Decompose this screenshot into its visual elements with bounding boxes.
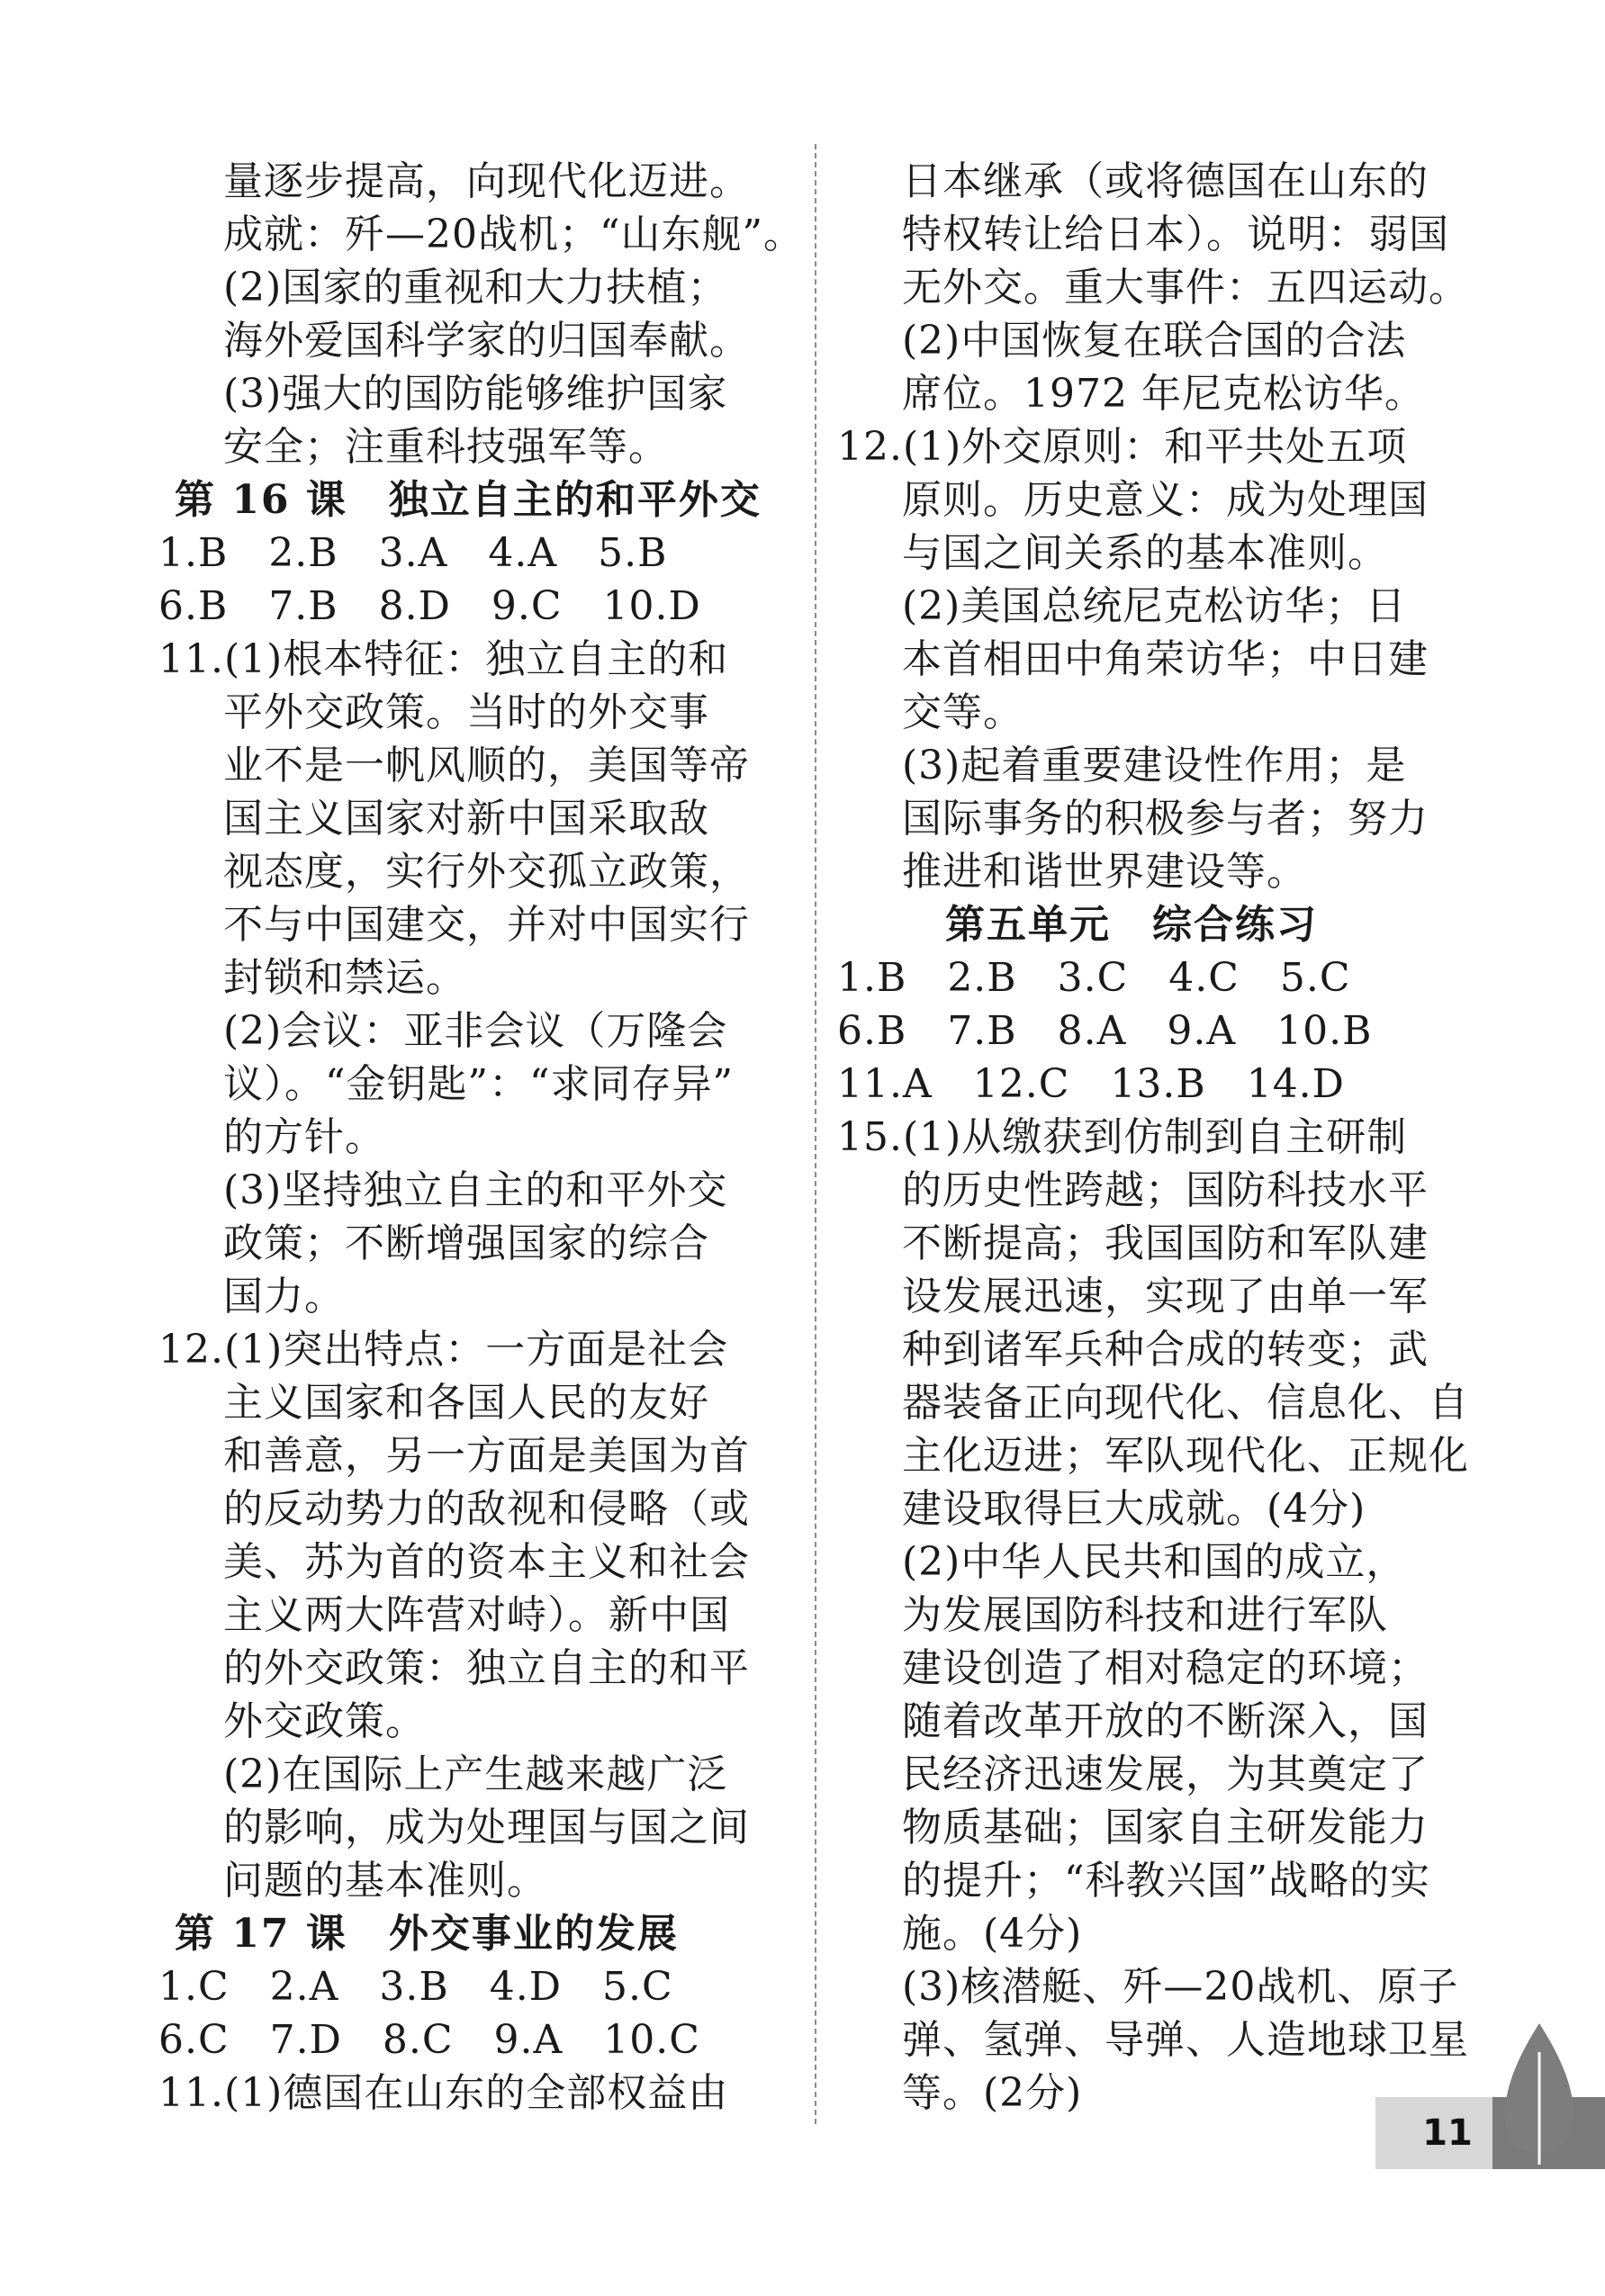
text-line: 成就：歼—20战机；“山东舰”。 — [223, 212, 804, 257]
text-line: 不断提高；我国国防和军队建 — [902, 1220, 1429, 1266]
text-line: 随着改革开放的不断深入，国 — [902, 1698, 1429, 1744]
text-line: 国际事务的积极参与者；努力 — [902, 796, 1429, 842]
text-line: 器装备正向现代化、信息化、自 — [902, 1380, 1469, 1426]
text-line: 国力。 — [223, 1274, 345, 1319]
text-line: 议）。“金钥匙”：“求同存异” — [223, 1061, 734, 1107]
text-line: 外交政策。 — [223, 1698, 426, 1744]
text-line: 12.(1)突出特点：一方面是社会 — [158, 1327, 729, 1373]
text-line: (2)会议：亚非会议（万隆会 — [223, 1008, 728, 1054]
text-line: 的提升；“科教兴国”战略的实 — [902, 1858, 1430, 1904]
text-line: 6.B 7.B 8.D 9.C 10.D — [158, 583, 701, 629]
text-line: 和善意，另一方面是美国为首 — [223, 1433, 750, 1479]
text-line: (2)在国际上产生越来越广泛 — [223, 1751, 728, 1797]
text-line: 本首相田中角荣访华；中日建 — [902, 636, 1429, 682]
right-column — [837, 155, 1467, 2120]
text-line: 问题的基本准则。 — [223, 1858, 547, 1904]
text-line: 为发展国防科技和进行军队 — [902, 1592, 1388, 1638]
text-line: 等。(2分) — [902, 2070, 1083, 2116]
text-line: 席位。1972 年尼克松访华。 — [902, 371, 1425, 417]
text-line: 的历史性跨越；国防科技水平 — [902, 1167, 1429, 1213]
text-line: (3)核潜艇、歼—20战机、原子 — [902, 1964, 1459, 2010]
text-line: 无外交。重大事件：五四运动。 — [902, 265, 1469, 311]
text-line: 物质基础；国家自主研发能力 — [902, 1805, 1429, 1850]
section-heading: 第 16 课 独立自主的和平外交 — [175, 477, 762, 523]
text-line: 政策；不断增强国家的综合 — [223, 1220, 709, 1266]
text-line: 民经济迅速发展，为其奠定了 — [902, 1751, 1429, 1797]
text-line: 的影响，成为处理国与国之间 — [223, 1805, 750, 1850]
text-line: (3)坚持独立自主的和平外交 — [223, 1167, 728, 1213]
text-line: 的反动势力的敌视和侵略（或 — [223, 1486, 750, 1532]
text-line: 设发展迅速，实现了由单一军 — [902, 1274, 1429, 1319]
text-line: 11.A 12.C 13.B 14.D — [837, 1061, 1345, 1107]
text-line: 的方针。 — [223, 1114, 385, 1160]
text-line: 种到诸军兵种合成的转变；武 — [902, 1327, 1429, 1373]
text-line: 国主义国家对新中国采取敌 — [223, 796, 709, 842]
text-line: 交等。 — [902, 689, 1023, 735]
text-line: 不与中国建交，并对中国实行 — [223, 902, 750, 948]
text-line: 主义国家和各国人民的友好 — [223, 1380, 709, 1426]
text-line: 与国之间关系的基本准则。 — [902, 530, 1388, 576]
text-line: 日本继承（或将德国在山东的 — [902, 158, 1429, 204]
text-line: (2)中国恢复在联合国的合法 — [902, 318, 1407, 364]
text-line: 安全；注重科技强军等。 — [223, 424, 669, 470]
text-line: 业不是一帆风顺的，美国等帝 — [223, 743, 750, 788]
text-line: 建设取得巨大成就。(4分) — [902, 1486, 1366, 1532]
text-line: 6.B 7.B 8.A 9.A 10.B — [837, 1008, 1373, 1054]
text-line: 平外交政策。当时的外交事 — [223, 689, 709, 735]
text-line: (3)起着重要建设性作用；是 — [902, 743, 1407, 788]
text-line: 海外爱国科学家的归国奉献。 — [223, 318, 750, 364]
text-line: 6.C 7.D 8.C 9.A 10.C — [158, 2017, 700, 2063]
text-line: (2)国家的重视和大力扶植； — [223, 265, 728, 311]
text-line: 12.(1)外交原则：和平共处五项 — [837, 424, 1408, 470]
section-heading: 第五单元 综合练习 — [945, 902, 1318, 948]
leaf-icon — [1494, 2016, 1584, 2169]
text-line: 建设创造了相对稳定的环境； — [902, 1645, 1429, 1691]
text-line: 15.(1)从缴获到仿制到自主研制 — [837, 1114, 1408, 1160]
text-line: 封锁和禁运。 — [223, 955, 466, 1001]
text-line: 推进和谐世界建设等。 — [902, 849, 1307, 895]
text-line: 1.B 2.B 3.A 4.A 5.B — [158, 530, 668, 576]
text-line: (3)强大的国防能够维护国家 — [223, 371, 728, 417]
text-line: 美、苏为首的资本主义和社会 — [223, 1539, 750, 1585]
text-line: (2)美国总统尼克松访华；日 — [902, 583, 1407, 629]
text-line: (2)中华人民共和国的成立， — [902, 1539, 1407, 1585]
text-line: 施。(4分) — [902, 1911, 1083, 1957]
text-line: 1.B 2.B 3.C 4.C 5.C — [837, 955, 1351, 1001]
page-number: 11 — [1422, 2112, 1473, 2154]
text-line: 11.(1)德国在山东的全部权益由 — [158, 2070, 729, 2116]
text-line: 原则。历史意义：成为处理国 — [902, 477, 1429, 523]
text-line: 特权转让给日本）。说明：弱国 — [902, 212, 1449, 257]
text-line: 视态度，实行外交孤立政策， — [223, 849, 750, 895]
section-heading: 第 17 课 外交事业的发展 — [175, 1911, 679, 1957]
text-line: 1.C 2.A 3.B 4.D 5.C — [158, 1964, 673, 2010]
text-line: 的外交政策：独立自主的和平 — [223, 1645, 750, 1691]
left-column — [158, 155, 804, 2120]
text-line: 11.(1)根本特征：独立自主的和 — [158, 636, 729, 682]
text-line: 主化迈进；军队现代化、正规化 — [902, 1433, 1469, 1479]
text-line: 量逐步提高，向现代化迈进。 — [223, 158, 750, 204]
column-divider — [815, 144, 816, 2124]
text-line: 主义两大阵营对峙）。新中国 — [223, 1592, 730, 1638]
text-line: 弹、氢弹、导弹、人造地球卫星 — [902, 2017, 1469, 2063]
